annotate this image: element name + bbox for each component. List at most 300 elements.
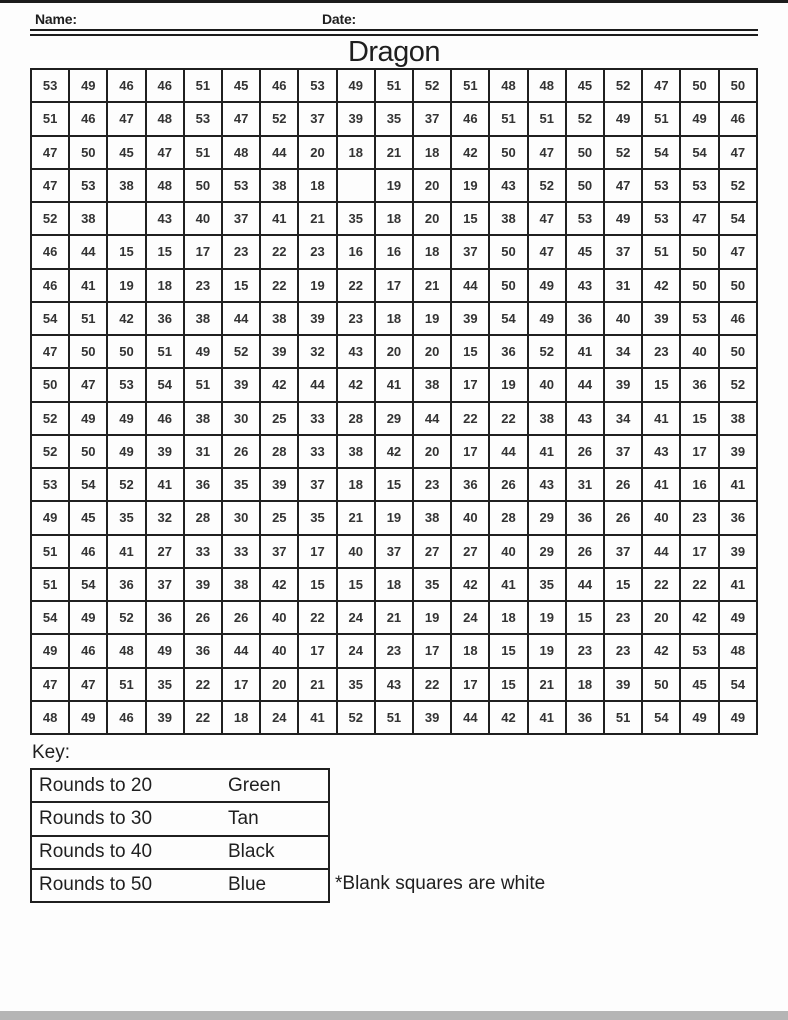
grid-cell: 49 (184, 335, 222, 368)
grid-cell: 40 (184, 202, 222, 235)
grid-row (31, 302, 757, 335)
grid-cell: 54 (719, 668, 757, 701)
grid-cell: 17 (451, 668, 489, 701)
grid-cell: 17 (451, 435, 489, 468)
grid-cell: 32 (146, 501, 184, 534)
grid-cell: 22 (184, 668, 222, 701)
grid-cell: 44 (642, 535, 680, 568)
grid-cell: 49 (69, 701, 107, 734)
grid-cell: 51 (489, 102, 527, 135)
grid-cell: 47 (31, 668, 69, 701)
grid-cell: 50 (69, 136, 107, 169)
grid-cell: 44 (451, 701, 489, 734)
grid-cell: 54 (642, 701, 680, 734)
grid-cell: 38 (184, 402, 222, 435)
grid-cell: 36 (107, 568, 145, 601)
grid-cell: 47 (719, 235, 757, 268)
grid-cell: 39 (222, 368, 260, 401)
grid-cell: 18 (222, 701, 260, 734)
key-row (31, 769, 329, 802)
grid-cell: 43 (489, 169, 527, 202)
grid-cell: 15 (451, 335, 489, 368)
grid-cell: 39 (260, 468, 298, 501)
grid-cell: 50 (566, 136, 604, 169)
grid-cell: 19 (451, 169, 489, 202)
grid-cell: 50 (680, 269, 718, 302)
grid-row (31, 136, 757, 169)
grid-cell: 38 (337, 435, 375, 468)
grid-cell: 49 (528, 269, 566, 302)
grid-cell: 50 (719, 335, 757, 368)
grid-cell: 47 (528, 202, 566, 235)
grid-cell: 46 (31, 235, 69, 268)
grid-cell: 41 (528, 435, 566, 468)
grid-cell: 48 (222, 136, 260, 169)
grid-cell: 46 (69, 535, 107, 568)
grid-cell: 19 (298, 269, 336, 302)
grid-cell: 18 (337, 136, 375, 169)
grid-cell: 18 (375, 302, 413, 335)
grid-cell: 19 (528, 601, 566, 634)
grid-cell: 35 (528, 568, 566, 601)
grid-cell: 40 (451, 501, 489, 534)
grid-cell: 43 (566, 402, 604, 435)
grid-cell: 33 (298, 402, 336, 435)
grid-cell: 38 (489, 202, 527, 235)
grid-cell: 53 (680, 169, 718, 202)
grid-cell: 46 (719, 302, 757, 335)
grid-cell: 22 (642, 568, 680, 601)
grid-cell: 50 (184, 169, 222, 202)
grid-cell: 54 (146, 368, 184, 401)
grid-cell: 36 (489, 335, 527, 368)
grid-cell: 40 (260, 601, 298, 634)
grid-cell: 29 (528, 535, 566, 568)
grid-cell: 24 (337, 634, 375, 667)
key-row (31, 869, 329, 902)
grid-row (31, 568, 757, 601)
grid-cell: 17 (375, 269, 413, 302)
grid-cell: 52 (31, 402, 69, 435)
grid-cell: 15 (146, 235, 184, 268)
page-title: Dragon (347, 36, 441, 68)
grid-cell: 42 (489, 701, 527, 734)
grid-cell: 52 (107, 468, 145, 501)
grid-cell: 49 (680, 701, 718, 734)
grid-cell: 48 (489, 69, 527, 102)
grid-cell: 26 (566, 535, 604, 568)
grid-cell: 43 (375, 668, 413, 701)
grid-cell: 36 (184, 468, 222, 501)
grid-cell: 53 (642, 202, 680, 235)
grid-cell: 47 (31, 136, 69, 169)
grid-cell: 15 (451, 202, 489, 235)
grid-cell: 22 (489, 402, 527, 435)
grid-cell: 20 (413, 202, 451, 235)
grid-row (31, 169, 757, 202)
grid-cell: 24 (451, 601, 489, 634)
grid-cell: 26 (184, 601, 222, 634)
grid-cell: 40 (260, 634, 298, 667)
grid-row (31, 501, 757, 534)
grid-cell: 42 (642, 269, 680, 302)
grid-cell: 48 (146, 169, 184, 202)
grid-cell: 43 (642, 435, 680, 468)
key-rule: Rounds to 30 (31, 802, 221, 835)
grid-cell: 47 (642, 69, 680, 102)
grid-cell: 39 (260, 335, 298, 368)
grid-cell: 46 (31, 269, 69, 302)
grid-cell: 51 (184, 69, 222, 102)
grid-cell: 18 (489, 601, 527, 634)
grid-cell: 42 (642, 634, 680, 667)
grid-cell: 19 (413, 601, 451, 634)
grid-cell: 16 (680, 468, 718, 501)
grid-cell: 23 (642, 335, 680, 368)
grid-cell: 43 (337, 335, 375, 368)
grid-cell: 49 (604, 102, 642, 135)
grid-cell: 19 (375, 169, 413, 202)
grid-cell: 19 (528, 634, 566, 667)
grid-cell: 26 (604, 468, 642, 501)
grid-cell: 51 (69, 302, 107, 335)
key-rule: Rounds to 40 (31, 836, 221, 869)
grid-cell: 51 (642, 102, 680, 135)
grid-cell: 39 (604, 668, 642, 701)
grid-cell: 39 (337, 102, 375, 135)
grid-cell: 44 (413, 402, 451, 435)
grid-cell: 18 (451, 634, 489, 667)
grid-cell: 30 (222, 402, 260, 435)
grid-cell: 15 (566, 601, 604, 634)
grid-cell: 50 (489, 235, 527, 268)
grid-cell: 18 (413, 235, 451, 268)
grid-cell: 21 (298, 668, 336, 701)
grid-cell: 52 (413, 69, 451, 102)
grid-cell: 37 (604, 435, 642, 468)
grid-cell: 52 (107, 601, 145, 634)
grid-cell: 47 (146, 136, 184, 169)
grid-cell: 35 (375, 102, 413, 135)
grid-row (31, 668, 757, 701)
grid-cell: 44 (222, 302, 260, 335)
number-grid-body (31, 69, 757, 734)
grid-cell: 36 (680, 368, 718, 401)
grid-cell: 20 (375, 335, 413, 368)
grid-cell: 39 (604, 368, 642, 401)
grid-cell: 15 (375, 468, 413, 501)
grid-row (31, 535, 757, 568)
key-row (31, 836, 329, 869)
grid-cell: 36 (566, 302, 604, 335)
grid-cell: 35 (222, 468, 260, 501)
grid-cell: 23 (680, 501, 718, 534)
grid-row (31, 435, 757, 468)
grid-cell: 15 (107, 235, 145, 268)
grid-cell: 43 (566, 269, 604, 302)
grid-cell: 38 (222, 568, 260, 601)
page-bottom-edge (0, 1011, 788, 1020)
grid-cell: 52 (260, 102, 298, 135)
grid-cell: 44 (566, 568, 604, 601)
grid-cell: 36 (184, 634, 222, 667)
grid-cell: 54 (31, 601, 69, 634)
grid-cell: 22 (298, 601, 336, 634)
grid-cell: 47 (528, 235, 566, 268)
grid-cell: 29 (375, 402, 413, 435)
grid-cell: 39 (146, 701, 184, 734)
grid-cell: 38 (413, 368, 451, 401)
grid-cell: 17 (413, 634, 451, 667)
grid-cell: 51 (451, 69, 489, 102)
grid-cell: 42 (680, 601, 718, 634)
grid-cell: 53 (107, 368, 145, 401)
grid-cell: 40 (642, 501, 680, 534)
grid-cell: 35 (146, 668, 184, 701)
grid-cell: 41 (719, 468, 757, 501)
grid-cell: 17 (451, 368, 489, 401)
grid-cell: 51 (642, 235, 680, 268)
grid-cell: 34 (604, 402, 642, 435)
grid-cell: 49 (69, 402, 107, 435)
grid-cell: 50 (31, 368, 69, 401)
grid-cell: 33 (222, 535, 260, 568)
grid-row (31, 335, 757, 368)
key-label: Key: (32, 742, 71, 763)
grid-cell: 53 (298, 69, 336, 102)
blank-squares-note: *Blank squares are white (335, 873, 546, 894)
grid-cell: 42 (260, 568, 298, 601)
grid-cell: 54 (489, 302, 527, 335)
grid-cell: 24 (260, 701, 298, 734)
grid-cell: 41 (642, 468, 680, 501)
grid-cell: 41 (146, 468, 184, 501)
grid-cell: 47 (31, 169, 69, 202)
grid-cell: 27 (413, 535, 451, 568)
grid-cell: 37 (146, 568, 184, 601)
grid-row (31, 269, 757, 302)
grid-cell: 21 (375, 601, 413, 634)
grid-cell: 19 (107, 269, 145, 302)
grid-cell: 20 (413, 335, 451, 368)
grid-cell: 45 (107, 136, 145, 169)
grid-cell: 18 (413, 136, 451, 169)
grid-cell: 47 (107, 102, 145, 135)
grid-cell: 49 (719, 601, 757, 634)
grid-cell: 26 (222, 601, 260, 634)
grid-cell: 21 (337, 501, 375, 534)
grid-cell: 53 (31, 69, 69, 102)
grid-cell: 53 (680, 302, 718, 335)
grid-cell: 50 (680, 235, 718, 268)
grid-cell: 46 (451, 102, 489, 135)
grid-cell: 39 (642, 302, 680, 335)
grid-cell-blank (107, 202, 145, 235)
grid-cell: 48 (146, 102, 184, 135)
grid-cell: 35 (337, 202, 375, 235)
grid-cell: 17 (298, 634, 336, 667)
grid-cell: 23 (604, 634, 642, 667)
grid-cell: 42 (107, 302, 145, 335)
grid-cell: 17 (680, 535, 718, 568)
grid-cell: 47 (604, 169, 642, 202)
grid-cell: 49 (31, 634, 69, 667)
grid-cell: 42 (260, 368, 298, 401)
grid-cell-blank (337, 169, 375, 202)
grid-cell: 38 (719, 402, 757, 435)
grid-cell: 50 (69, 435, 107, 468)
grid-row (31, 235, 757, 268)
grid-cell: 23 (222, 235, 260, 268)
grid-cell: 50 (107, 335, 145, 368)
grid-cell: 21 (375, 136, 413, 169)
grid-cell: 37 (222, 202, 260, 235)
grid-cell: 39 (298, 302, 336, 335)
grid-cell: 49 (107, 435, 145, 468)
grid-row (31, 701, 757, 734)
grid-cell: 53 (680, 634, 718, 667)
grid-cell: 50 (69, 335, 107, 368)
grid-cell: 35 (107, 501, 145, 534)
grid-cell: 46 (107, 69, 145, 102)
grid-cell: 19 (413, 302, 451, 335)
grid-cell: 54 (719, 202, 757, 235)
date-label: Date: (322, 11, 357, 27)
grid-cell: 40 (489, 535, 527, 568)
key-rule: Rounds to 50 (31, 869, 221, 902)
grid-cell: 50 (719, 69, 757, 102)
grid-cell: 49 (146, 634, 184, 667)
grid-cell: 52 (337, 701, 375, 734)
grid-cell: 23 (413, 468, 451, 501)
grid-cell: 44 (451, 269, 489, 302)
grid-cell: 53 (642, 169, 680, 202)
grid-cell: 22 (413, 668, 451, 701)
grid-cell: 50 (642, 668, 680, 701)
grid-cell: 40 (604, 302, 642, 335)
grid-cell: 46 (146, 402, 184, 435)
grid-cell: 53 (222, 169, 260, 202)
grid-cell: 51 (146, 335, 184, 368)
grid-cell: 31 (184, 435, 222, 468)
grid-cell: 47 (31, 335, 69, 368)
grid-cell: 48 (528, 69, 566, 102)
key-color: Tan (221, 802, 329, 835)
grid-cell: 20 (413, 169, 451, 202)
grid-cell: 23 (566, 634, 604, 667)
grid-cell: 38 (107, 169, 145, 202)
grid-cell: 46 (69, 634, 107, 667)
grid-cell: 49 (337, 69, 375, 102)
grid-cell: 38 (260, 169, 298, 202)
grid-cell: 41 (260, 202, 298, 235)
grid-cell: 51 (184, 136, 222, 169)
grid-cell: 27 (451, 535, 489, 568)
grid-row (31, 468, 757, 501)
grid-cell: 52 (566, 102, 604, 135)
grid-cell: 52 (31, 435, 69, 468)
grid-cell: 35 (337, 668, 375, 701)
grid-cell: 47 (222, 102, 260, 135)
grid-cell: 46 (107, 701, 145, 734)
grid-cell: 50 (719, 269, 757, 302)
grid-cell: 21 (298, 202, 336, 235)
grid-cell: 49 (604, 202, 642, 235)
grid-cell: 44 (260, 136, 298, 169)
grid-cell: 54 (642, 136, 680, 169)
grid-cell: 37 (604, 535, 642, 568)
grid-cell: 50 (680, 69, 718, 102)
grid-cell: 51 (107, 668, 145, 701)
grid-cell: 37 (298, 468, 336, 501)
grid-cell: 47 (69, 368, 107, 401)
grid-cell: 17 (184, 235, 222, 268)
grid-cell: 22 (184, 701, 222, 734)
grid-cell: 15 (337, 568, 375, 601)
grid-cell: 21 (528, 668, 566, 701)
grid-cell: 28 (184, 501, 222, 534)
grid-cell: 44 (69, 235, 107, 268)
grid-row (31, 368, 757, 401)
grid-cell: 15 (604, 568, 642, 601)
grid-cell: 36 (146, 601, 184, 634)
grid-cell: 27 (146, 535, 184, 568)
grid-cell: 41 (69, 269, 107, 302)
grid-cell: 38 (69, 202, 107, 235)
grid-cell: 41 (107, 535, 145, 568)
grid-cell: 22 (451, 402, 489, 435)
grid-cell: 33 (298, 435, 336, 468)
grid-cell: 52 (604, 136, 642, 169)
grid-cell: 41 (489, 568, 527, 601)
grid-cell: 52 (719, 368, 757, 401)
grid-cell: 23 (298, 235, 336, 268)
grid-cell: 15 (222, 269, 260, 302)
grid-cell: 18 (375, 202, 413, 235)
grid-cell: 40 (680, 335, 718, 368)
grid-cell: 22 (337, 269, 375, 302)
grid-cell: 45 (69, 501, 107, 534)
grid-cell: 49 (528, 302, 566, 335)
grid-cell: 50 (566, 169, 604, 202)
grid-cell: 46 (719, 102, 757, 135)
grid-cell: 51 (31, 568, 69, 601)
grid-cell: 43 (528, 468, 566, 501)
grid-cell: 53 (69, 169, 107, 202)
grid-cell: 49 (719, 701, 757, 734)
grid-cell: 48 (31, 701, 69, 734)
page-top-border (0, 0, 788, 3)
grid-cell: 18 (298, 169, 336, 202)
grid-cell: 20 (642, 601, 680, 634)
grid-cell: 26 (222, 435, 260, 468)
grid-row (31, 102, 757, 135)
grid-cell: 52 (604, 69, 642, 102)
grid-cell: 49 (31, 501, 69, 534)
grid-cell: 54 (680, 136, 718, 169)
grid-cell: 47 (528, 136, 566, 169)
grid-cell: 42 (451, 136, 489, 169)
grid-cell: 44 (489, 435, 527, 468)
grid-cell: 31 (566, 468, 604, 501)
grid-cell: 24 (337, 601, 375, 634)
grid-cell: 19 (375, 501, 413, 534)
grid-cell: 51 (604, 701, 642, 734)
grid-cell: 51 (184, 368, 222, 401)
key-rule: Rounds to 20 (31, 769, 221, 802)
grid-cell: 49 (107, 402, 145, 435)
grid-cell: 33 (184, 535, 222, 568)
